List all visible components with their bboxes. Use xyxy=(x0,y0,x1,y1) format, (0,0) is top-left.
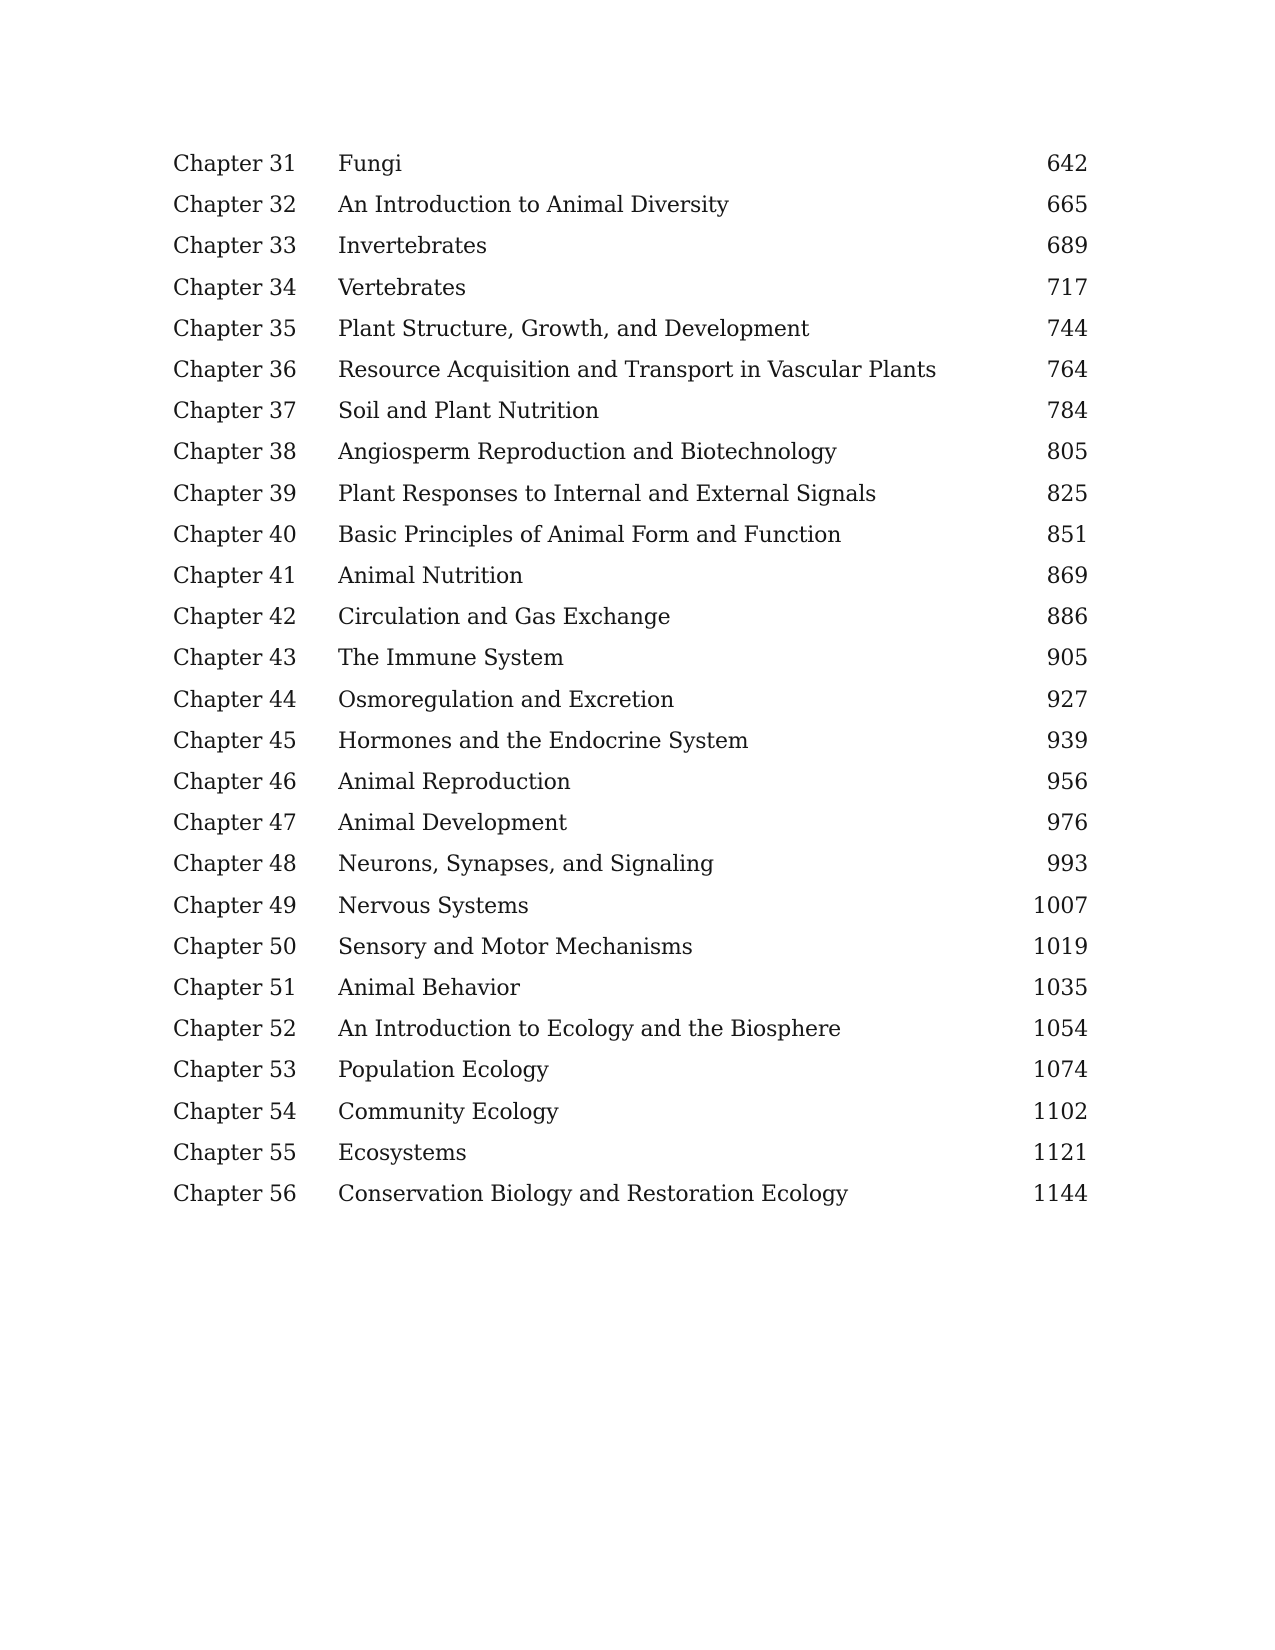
chapter-label: Chapter 56 xyxy=(173,1182,297,1208)
chapter-title: Basic Principles of Animal Form and Function xyxy=(338,522,842,548)
toc-row xyxy=(173,1009,1088,1050)
toc-row xyxy=(173,1092,1088,1133)
chapter-title: The Immune System xyxy=(338,646,564,672)
chapter-page-number: 905 xyxy=(1046,646,1088,672)
chapter-label: Chapter 46 xyxy=(173,770,297,796)
chapter-label: Chapter 41 xyxy=(173,564,297,590)
chapter-label: Chapter 53 xyxy=(173,1058,297,1084)
chapter-title: Fungi xyxy=(338,152,402,177)
chapter-page-number: 805 xyxy=(1046,440,1088,466)
chapter-page-number: 939 xyxy=(1046,728,1088,754)
chapter-page-number: 1007 xyxy=(1032,893,1088,919)
chapter-label: Chapter 33 xyxy=(173,234,297,260)
chapter-label: Chapter 40 xyxy=(173,522,297,548)
chapter-label: Chapter 43 xyxy=(173,646,297,672)
chapter-page-number: 1035 xyxy=(1032,976,1088,1002)
chapter-page-number: 1019 xyxy=(1032,934,1088,960)
chapter-title: Animal Behavior xyxy=(338,976,520,1002)
chapter-label: Chapter 47 xyxy=(173,811,297,837)
chapter-page-number: 976 xyxy=(1046,811,1088,837)
chapter-label: Chapter 35 xyxy=(173,316,297,342)
chapter-title: An Introduction to Ecology and the Biosphere xyxy=(338,1017,841,1043)
chapter-title: Plant Structure, Growth, and Development xyxy=(338,316,810,342)
toc-row xyxy=(173,144,1088,185)
toc-row xyxy=(173,927,1088,968)
toc-row xyxy=(173,1174,1088,1215)
toc-row xyxy=(173,844,1088,885)
toc-row xyxy=(173,556,1088,597)
chapter-title: Resource Acquisition and Transport in Vascular Plants xyxy=(338,358,937,384)
chapter-title: Community Ecology xyxy=(338,1099,559,1125)
chapter-label: Chapter 42 xyxy=(173,605,297,631)
toc-row xyxy=(173,1133,1088,1174)
chapter-label: Chapter 38 xyxy=(173,440,297,466)
chapter-title: Animal Nutrition xyxy=(338,564,524,590)
chapter-page-number: 851 xyxy=(1046,522,1088,548)
table-of-contents xyxy=(173,144,1088,1215)
chapter-title: Vertebrates xyxy=(338,275,466,301)
chapter-page-number: 886 xyxy=(1046,605,1088,631)
chapter-page-number: 784 xyxy=(1046,399,1088,425)
chapter-page-number: 665 xyxy=(1046,193,1088,219)
toc-row xyxy=(173,886,1088,927)
chapter-page-number: 717 xyxy=(1046,275,1088,301)
chapter-label: Chapter 52 xyxy=(173,1017,297,1043)
chapter-label: Chapter 39 xyxy=(173,481,297,507)
chapter-title: Animal Reproduction xyxy=(338,770,571,796)
toc-row xyxy=(173,432,1088,473)
chapter-title: Ecosystems xyxy=(338,1140,467,1166)
toc-row xyxy=(173,968,1088,1009)
chapter-title: Population Ecology xyxy=(338,1058,549,1084)
chapter-title: Neurons, Synapses, and Signaling xyxy=(338,852,714,878)
chapter-title: Nervous Systems xyxy=(338,893,529,919)
chapter-title: Animal Development xyxy=(338,811,567,837)
chapter-page-number: 956 xyxy=(1046,770,1088,796)
toc-row xyxy=(173,309,1088,350)
chapter-label: Chapter 51 xyxy=(173,976,297,1002)
toc-row xyxy=(173,474,1088,515)
chapter-title: An Introduction to Animal Diversity xyxy=(338,193,729,219)
toc-row xyxy=(173,638,1088,679)
chapter-title: Angiosperm Reproduction and Biotechnology xyxy=(338,440,837,466)
chapter-page-number: 993 xyxy=(1046,852,1088,878)
chapter-title: Osmoregulation and Excretion xyxy=(338,687,675,713)
chapter-label: Chapter 36 xyxy=(173,358,297,384)
chapter-page-number: 689 xyxy=(1046,234,1088,260)
chapter-title: Circulation and Gas Exchange xyxy=(338,605,671,631)
chapter-page-number: 744 xyxy=(1046,316,1088,342)
chapter-title: Soil and Plant Nutrition xyxy=(338,399,600,425)
chapter-label: Chapter 49 xyxy=(173,893,297,919)
chapter-page-number: 642 xyxy=(1046,152,1088,177)
chapter-title: Conservation Biology and Restoration Ecology xyxy=(338,1182,848,1208)
chapter-title: Invertebrates xyxy=(338,234,487,260)
chapter-page-number: 869 xyxy=(1046,564,1088,590)
toc-row xyxy=(173,226,1088,267)
chapter-page-number: 1054 xyxy=(1032,1017,1088,1043)
toc-row xyxy=(173,597,1088,638)
toc-row xyxy=(173,1050,1088,1091)
toc-row xyxy=(173,515,1088,556)
chapter-page-number: 1144 xyxy=(1032,1182,1088,1208)
chapter-page-number: 927 xyxy=(1046,687,1088,713)
chapter-page-number: 1102 xyxy=(1032,1099,1088,1125)
chapter-label: Chapter 50 xyxy=(173,934,297,960)
chapter-page-number: 764 xyxy=(1046,358,1088,384)
chapter-label: Chapter 31 xyxy=(173,152,297,177)
toc-row xyxy=(173,185,1088,226)
chapter-page-number: 1121 xyxy=(1032,1140,1088,1166)
chapter-label: Chapter 54 xyxy=(173,1099,297,1125)
toc-row xyxy=(173,803,1088,844)
chapter-label: Chapter 48 xyxy=(173,852,297,878)
toc-row xyxy=(173,268,1088,309)
toc-row xyxy=(173,721,1088,762)
chapter-label: Chapter 55 xyxy=(173,1140,297,1166)
toc-row xyxy=(173,350,1088,391)
chapter-label: Chapter 34 xyxy=(173,275,297,301)
chapter-label: Chapter 45 xyxy=(173,728,297,754)
chapter-title: Sensory and Motor Mechanisms xyxy=(338,934,693,960)
chapter-label: Chapter 37 xyxy=(173,399,297,425)
toc-row xyxy=(173,391,1088,432)
chapter-label: Chapter 44 xyxy=(173,687,297,713)
chapter-title: Plant Responses to Internal and External Signals xyxy=(338,481,877,507)
chapter-page-number: 825 xyxy=(1046,481,1088,507)
chapter-page-number: 1074 xyxy=(1032,1058,1088,1084)
chapter-title: Hormones and the Endocrine System xyxy=(338,728,749,754)
toc-row xyxy=(173,762,1088,803)
toc-row xyxy=(173,680,1088,721)
chapter-label: Chapter 32 xyxy=(173,193,297,219)
